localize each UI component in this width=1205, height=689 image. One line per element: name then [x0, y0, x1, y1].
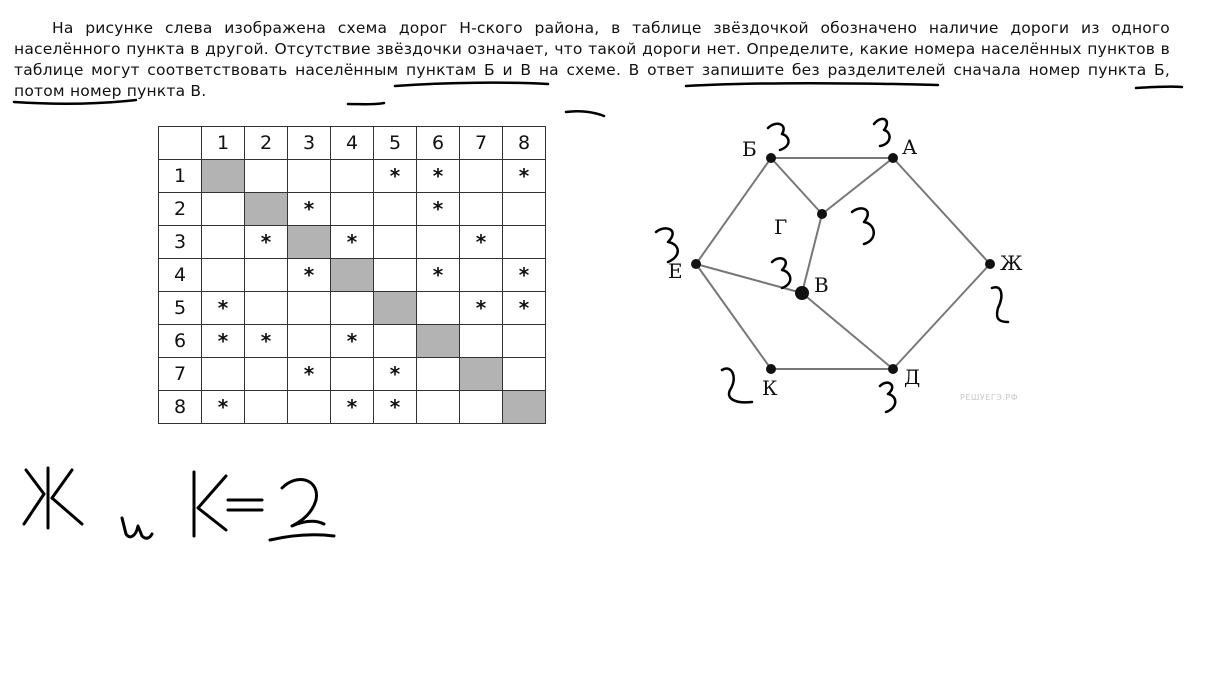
problem-text-4: сначала номер пункта Б, потом номер пункта В.: [14, 61, 1170, 100]
edge-a-g: [822, 158, 893, 214]
table-cell: *: [374, 391, 417, 424]
row-header: 3: [159, 226, 202, 259]
problem-intro: На рисунке слева изображена схема дорог Н-ского района, в таблице звёздочкой обозначено наличие дороги из одного населённого пункта в другой. Отсутствие звёздочки означает, что такой дороги нет. Определите, какие номера населённых пунктов в таблице могут: [14, 19, 1170, 79]
table-cell: [460, 391, 503, 424]
table-cell: [417, 292, 460, 325]
edge-e-v: [696, 264, 802, 293]
table-cell: *: [417, 259, 460, 292]
label-g: Г: [774, 215, 788, 239]
problem-text-3: . В ответ запишите: [615, 61, 792, 79]
vertex-k: [766, 364, 776, 374]
table-cell: [503, 391, 546, 424]
vertex-d: [888, 364, 898, 374]
table-cell: [460, 325, 503, 358]
table-row: [159, 292, 546, 325]
column-header: 7: [460, 127, 503, 160]
underline-b: [348, 103, 384, 104]
handwritten-equals: [228, 500, 262, 510]
road-graph: [640, 110, 1060, 420]
table-cell: [460, 193, 503, 226]
table-cell: *: [202, 391, 245, 424]
column-header: 1: [202, 127, 245, 160]
row-header: 8: [159, 391, 202, 424]
table-cell: *: [417, 193, 460, 226]
column-header: 3: [288, 127, 331, 160]
table-cell: [202, 259, 245, 292]
table-cell: *: [288, 259, 331, 292]
table-cell: [374, 259, 417, 292]
table-row: [159, 358, 546, 391]
table-cell: [288, 391, 331, 424]
table-cell: [245, 160, 288, 193]
column-header: 8: [503, 127, 546, 160]
table-cell: *: [245, 226, 288, 259]
handwritten-underline: [270, 535, 334, 540]
table-cell: [417, 391, 460, 424]
row-header: 2: [159, 193, 202, 226]
vertex-g: [817, 209, 827, 219]
vertex-a: [888, 153, 898, 163]
table-row: [159, 259, 546, 292]
table-cell: *: [503, 259, 546, 292]
table-row: [159, 391, 546, 424]
table-cell: [331, 193, 374, 226]
table-cell: [417, 325, 460, 358]
vertex-b: [766, 153, 776, 163]
table-cell: [245, 358, 288, 391]
table-cell: [331, 259, 374, 292]
table-cell: *: [503, 292, 546, 325]
table-cell: *: [202, 292, 245, 325]
table-cell: *: [202, 325, 245, 358]
table-cell: [374, 292, 417, 325]
table-cell: [503, 358, 546, 391]
table-cell: [202, 358, 245, 391]
label-a: А: [902, 135, 918, 159]
table-row: [159, 325, 546, 358]
table-row: [159, 226, 546, 259]
table-cell: [245, 391, 288, 424]
label-k: К: [762, 376, 778, 400]
edge-a-zh: [893, 158, 990, 264]
table-cell: [331, 292, 374, 325]
edge-b-e: [696, 158, 771, 264]
edge-e-k: [696, 264, 771, 369]
table-cell: [202, 226, 245, 259]
table-cell: *: [374, 160, 417, 193]
row-header: 7: [159, 358, 202, 391]
problem-underline-1: соответствовать: [147, 61, 288, 79]
column-header: 6: [417, 127, 460, 160]
problem-text-2: населённым: [287, 61, 407, 79]
table-cell: [460, 358, 503, 391]
table-cell: *: [288, 358, 331, 391]
handwritten-i: [122, 518, 152, 538]
table-cell: [288, 226, 331, 259]
table-cell: [503, 226, 546, 259]
label-v: В: [814, 273, 829, 297]
table-cell: [288, 160, 331, 193]
table-cell: [417, 226, 460, 259]
table-cell: [460, 160, 503, 193]
table-cell: [331, 358, 374, 391]
table-cell: *: [374, 358, 417, 391]
table-cell: [245, 193, 288, 226]
column-header: 5: [374, 127, 417, 160]
table-cell: [288, 325, 331, 358]
watermark: РЕШУЕГЭ.РФ: [960, 393, 1019, 402]
problem-text: [14, 18, 1170, 102]
label-d: Д: [904, 365, 921, 389]
table-cell: [245, 292, 288, 325]
row-header: 1: [159, 160, 202, 193]
problem-underline-2: пунктам Б и В на схеме: [406, 61, 616, 79]
row-header: 6: [159, 325, 202, 358]
edge-b-g: [771, 158, 822, 214]
table-cell: *: [417, 160, 460, 193]
handwritten-k: [194, 472, 226, 536]
row-header: 5: [159, 292, 202, 325]
table-cell: [374, 325, 417, 358]
table-cell: *: [331, 226, 374, 259]
table-cell: *: [331, 391, 374, 424]
handwritten-two: [282, 479, 324, 526]
handwritten-zh: [24, 468, 82, 528]
label-e: Е: [668, 259, 683, 283]
adjacency-table: [158, 126, 546, 424]
column-header: 4: [331, 127, 374, 160]
underline-v: [566, 111, 604, 116]
table-cell: *: [331, 325, 374, 358]
table-cell: *: [503, 160, 546, 193]
problem-underline-3: без разделителей: [791, 61, 946, 79]
table-cell: [417, 358, 460, 391]
table-cell: [460, 259, 503, 292]
table-cell: *: [245, 325, 288, 358]
table-cell: [202, 193, 245, 226]
column-header: 2: [245, 127, 288, 160]
table-cell: *: [460, 226, 503, 259]
table-cell: [374, 226, 417, 259]
vertex-v: [795, 286, 809, 300]
edge-v-d: [802, 293, 893, 369]
table-cell: [202, 160, 245, 193]
table-cell: [374, 193, 417, 226]
row-header: 4: [159, 259, 202, 292]
table-cell: [245, 259, 288, 292]
table-cell: [503, 193, 546, 226]
vertex-e: [691, 259, 701, 269]
table-row: [159, 193, 546, 226]
table-row: [159, 160, 546, 193]
vertex-zh: [985, 259, 995, 269]
table-cell: *: [460, 292, 503, 325]
table-cell: [503, 325, 546, 358]
corner-cell: [159, 127, 202, 160]
table-cell: [288, 292, 331, 325]
label-zh: Ж: [1000, 251, 1023, 275]
table-cell: *: [288, 193, 331, 226]
edge-zh-d: [893, 264, 990, 369]
label-b: Б: [742, 137, 757, 161]
table-cell: [331, 160, 374, 193]
